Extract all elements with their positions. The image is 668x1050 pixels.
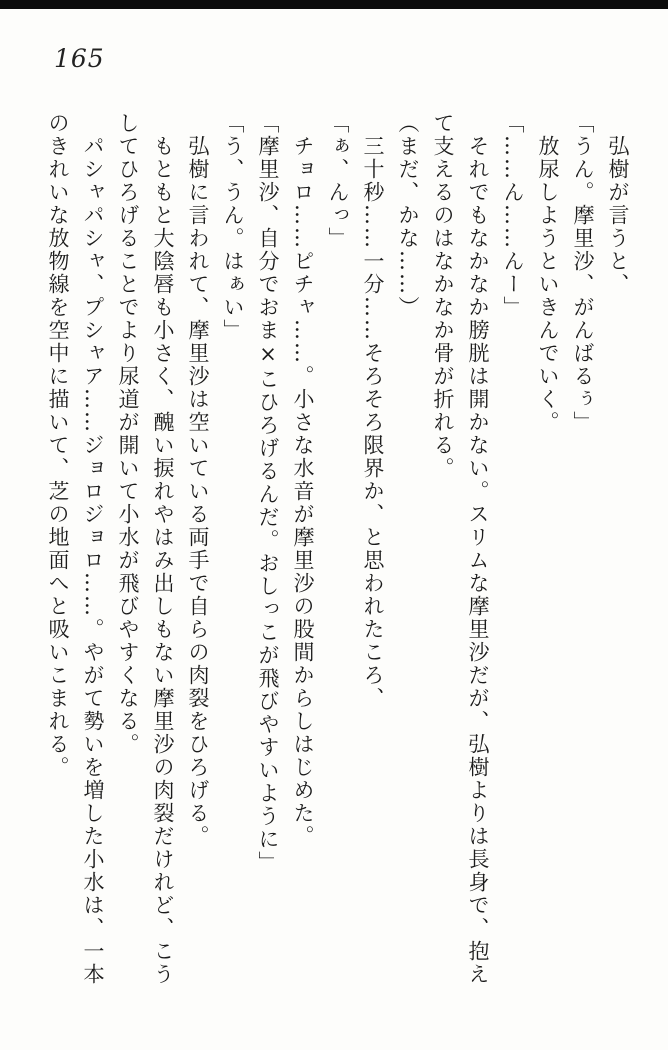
text-line: 弘樹に言われて、摩里沙は空いている両手で自らの肉裂をひろげる。	[186, 135, 210, 848]
text-line: 「うん。摩里沙、がんばるぅ」	[571, 112, 595, 434]
text-line: 「ぁ、んっ」	[326, 112, 350, 250]
text-line: それでもなかなか膀胱は開かない。スリムな摩里沙だが、弘樹よりは長身で、抱え	[466, 135, 490, 986]
text-line: パシャパシャ、プシャア……ジョロジョロ……。やがて勢いを増した小水は、一本	[81, 135, 105, 986]
text-line: 「う、うん。はぁい」	[221, 112, 245, 342]
vertical-text-block	[40, 112, 635, 992]
text-line: 「摩里沙、自分でおま×こひろげるんだ。おしっこが飛びやすいように」	[256, 112, 280, 874]
text-line: 放尿しようといきんでいく。	[536, 135, 560, 434]
text-line: 三十秒……一分……そろそろ限界か、と思われたころ、	[361, 135, 385, 710]
text-line: もともと大陰唇も小さく、醜い捩れやはみ出しもない摩里沙の肉裂だけれど、こう	[151, 135, 175, 986]
text-line: チョロ……ピチャ……。小さな水音が摩里沙の股間からしはじめた。	[291, 135, 315, 848]
text-line: 「……ん……んー」	[501, 112, 525, 319]
page-number: 165	[54, 44, 105, 73]
text-line: て支えるのはなかなか骨が折れる。	[431, 112, 455, 480]
scan-edge-bar	[0, 0, 668, 9]
text-line: 弘樹が言うと、	[606, 135, 630, 296]
text-line: のきれいな放物線を空中に描いて、芝の地面へと吸いこまれる。	[46, 112, 70, 779]
text-line: してひろげることでより尿道が開いて小水が飛びやすくなる。	[116, 112, 140, 756]
text-line: （まだ、かな……）	[396, 112, 420, 319]
